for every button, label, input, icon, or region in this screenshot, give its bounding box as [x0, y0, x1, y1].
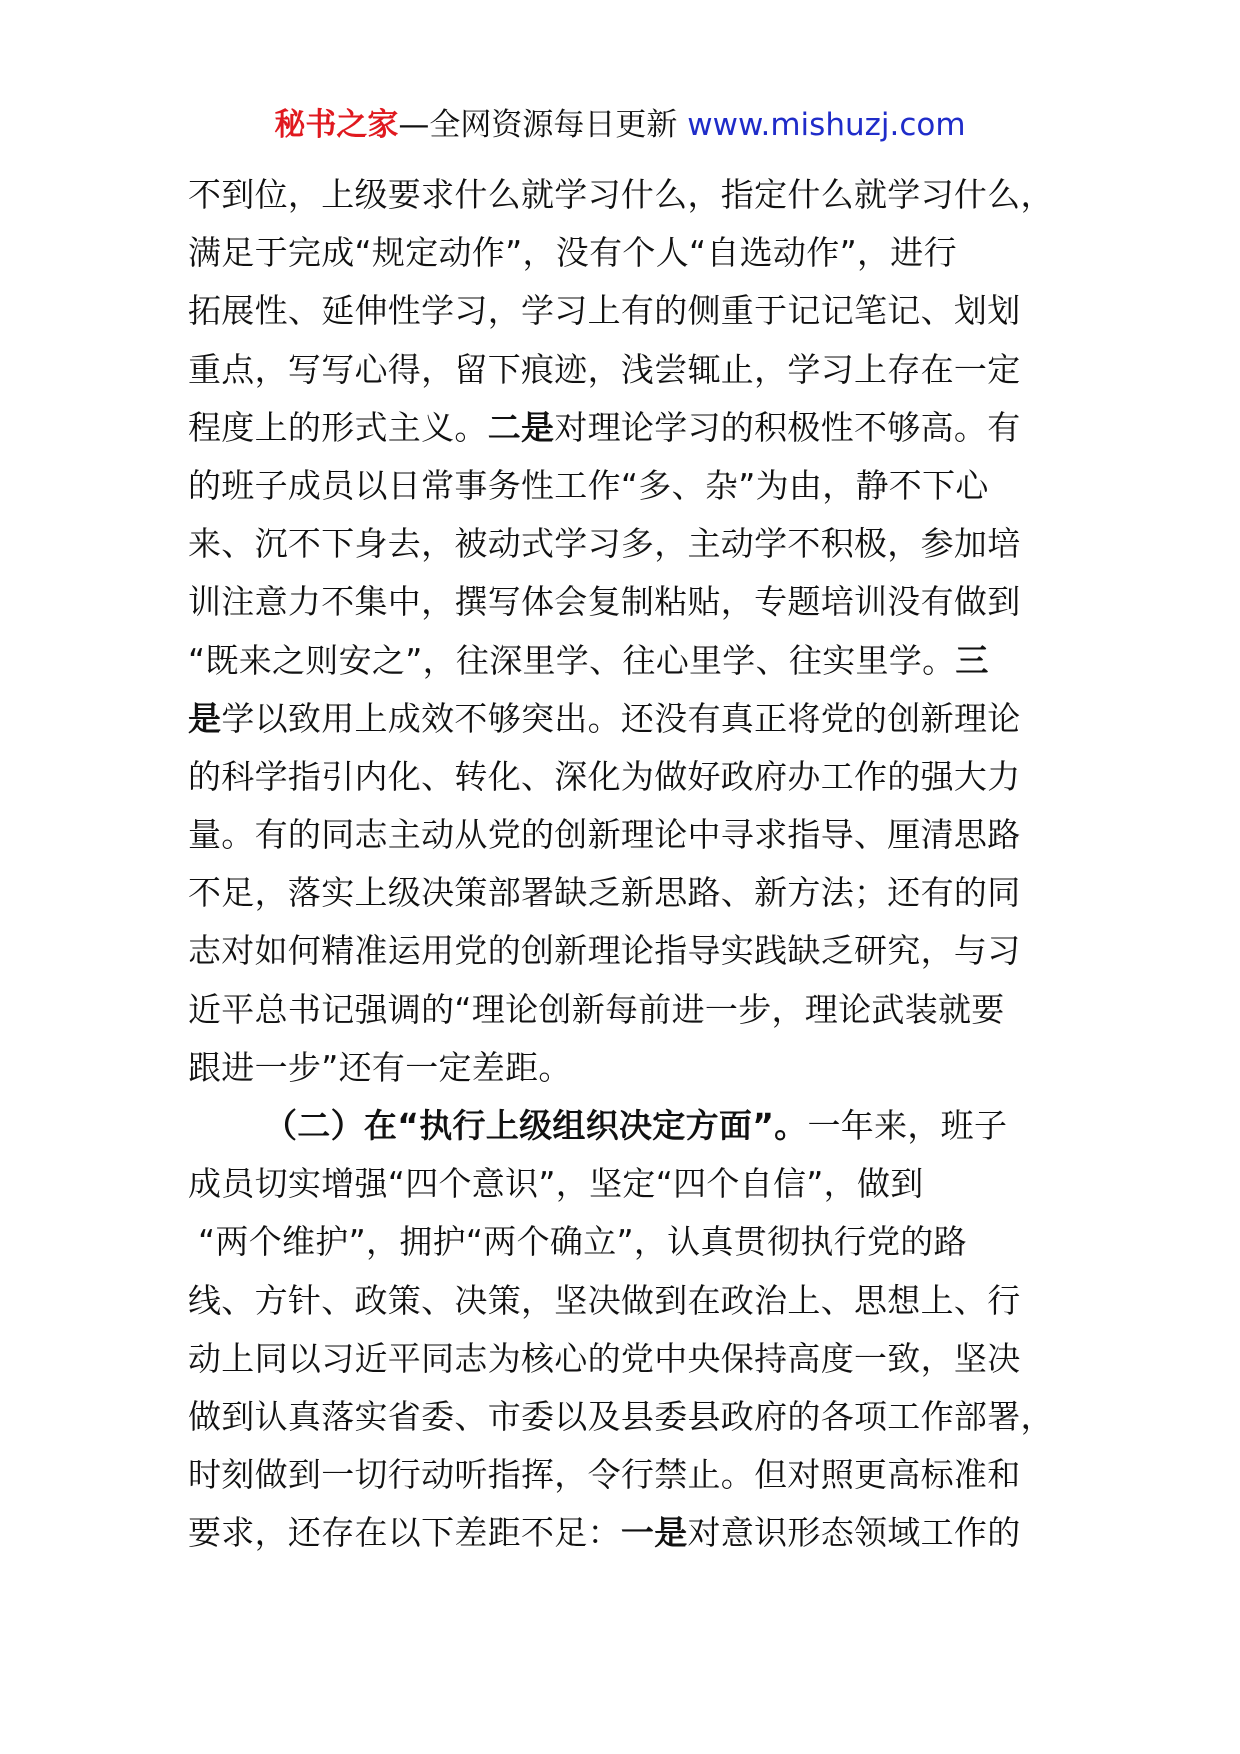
text-line: 线、方针、政策、决策，坚决做到在政治上、思想上、行	[188, 1280, 1021, 1320]
text-line: 动上同以习近平同志为核心的党中央保持高度一致，坚决	[188, 1338, 1021, 1378]
section-heading: （二）在“执行上级组织决定方面”。	[264, 1106, 808, 1145]
site-url-link[interactable]: www.mishuzj.com	[687, 107, 966, 143]
document-body	[188, 166, 1068, 1563]
text-run: 对理论学习的积极性不够高。有	[554, 407, 1021, 447]
text-line: 成员切实增强“四个意识”，坚定“四个自信”，做到	[188, 1164, 924, 1204]
text-line: “两个维护”，拥护“两个确立”，认真贯彻执行党的路	[198, 1222, 967, 1262]
text-run: “既来之则安之”，往深里学、往心里学、往实里学。	[188, 640, 956, 680]
bold-marker: 三	[955, 640, 989, 680]
text-line: 近平总书记强调的“理论创新每前进一步，理论武装就要	[188, 989, 1005, 1029]
text-line: 不到位，上级要求什么就学习什么，指定什么就学习什么，	[188, 175, 1054, 214]
text-run: 一年来，班子	[807, 1106, 1008, 1145]
text-line: 的班子成员以日常事务性工作“多、杂”为由，静不下心	[188, 465, 989, 505]
text-line: 满足于完成“规定动作”，没有个人“自选动作”，进行	[188, 233, 957, 273]
bold-marker: 二是	[487, 407, 555, 447]
text-line	[188, 690, 1068, 748]
text-line: 不足，落实上级决策部署缺乏新思路、新方法；还有的同	[188, 873, 1021, 913]
text-line	[188, 1504, 1068, 1562]
bold-marker: 是	[188, 698, 222, 738]
text-line: 训注意力不集中，撰写体会复制粘贴，专题培训没有做到	[188, 582, 1021, 622]
text-line: 的科学指引内化、转化、深化为做好政府办工作的强大力	[188, 756, 1021, 796]
text-line	[188, 632, 1068, 690]
text-line: 重点，写写心得，留下痕迹，浅尝辄止，学习上存在一定	[188, 349, 1021, 389]
text-line	[188, 399, 1068, 457]
text-line: 量。有的同志主动从党的创新理论中寻求指导、厘清思路	[188, 815, 1021, 855]
text-run: 要求，还存在以下差距不足：	[188, 1513, 621, 1553]
page-header	[0, 104, 1240, 146]
text-line: 来、沉不下身去，被动式学习多，主动学不积极，参加培	[188, 524, 1021, 564]
bold-marker: 一是	[620, 1513, 688, 1553]
section-heading-line	[188, 1097, 1068, 1155]
site-brand: 秘书之家	[274, 107, 399, 143]
site-tagline: —全网资源每日更新	[398, 107, 678, 143]
text-line: 拓展性、延伸性学习，学习上有的侧重于记记笔记、划划	[188, 291, 1021, 331]
text-line: 志对如何精准运用党的创新理论指导实践缺乏研究，与习	[188, 931, 1021, 971]
text-run: 学以致用上成效不够突出。还没有真正将党的创新理论	[221, 698, 1021, 738]
text-line: 做到认真落实省委、市委以及县委县政府的各项工作部署，	[188, 1396, 1054, 1436]
text-line: 跟进一步”还有一定差距。	[188, 1047, 572, 1087]
text-run: 程度上的形式主义。	[188, 407, 488, 447]
text-line: 时刻做到一切行动听指挥，令行禁止。但对照更高标准和	[188, 1455, 1021, 1495]
text-run: 对意识形态领域工作的	[687, 1513, 1021, 1553]
